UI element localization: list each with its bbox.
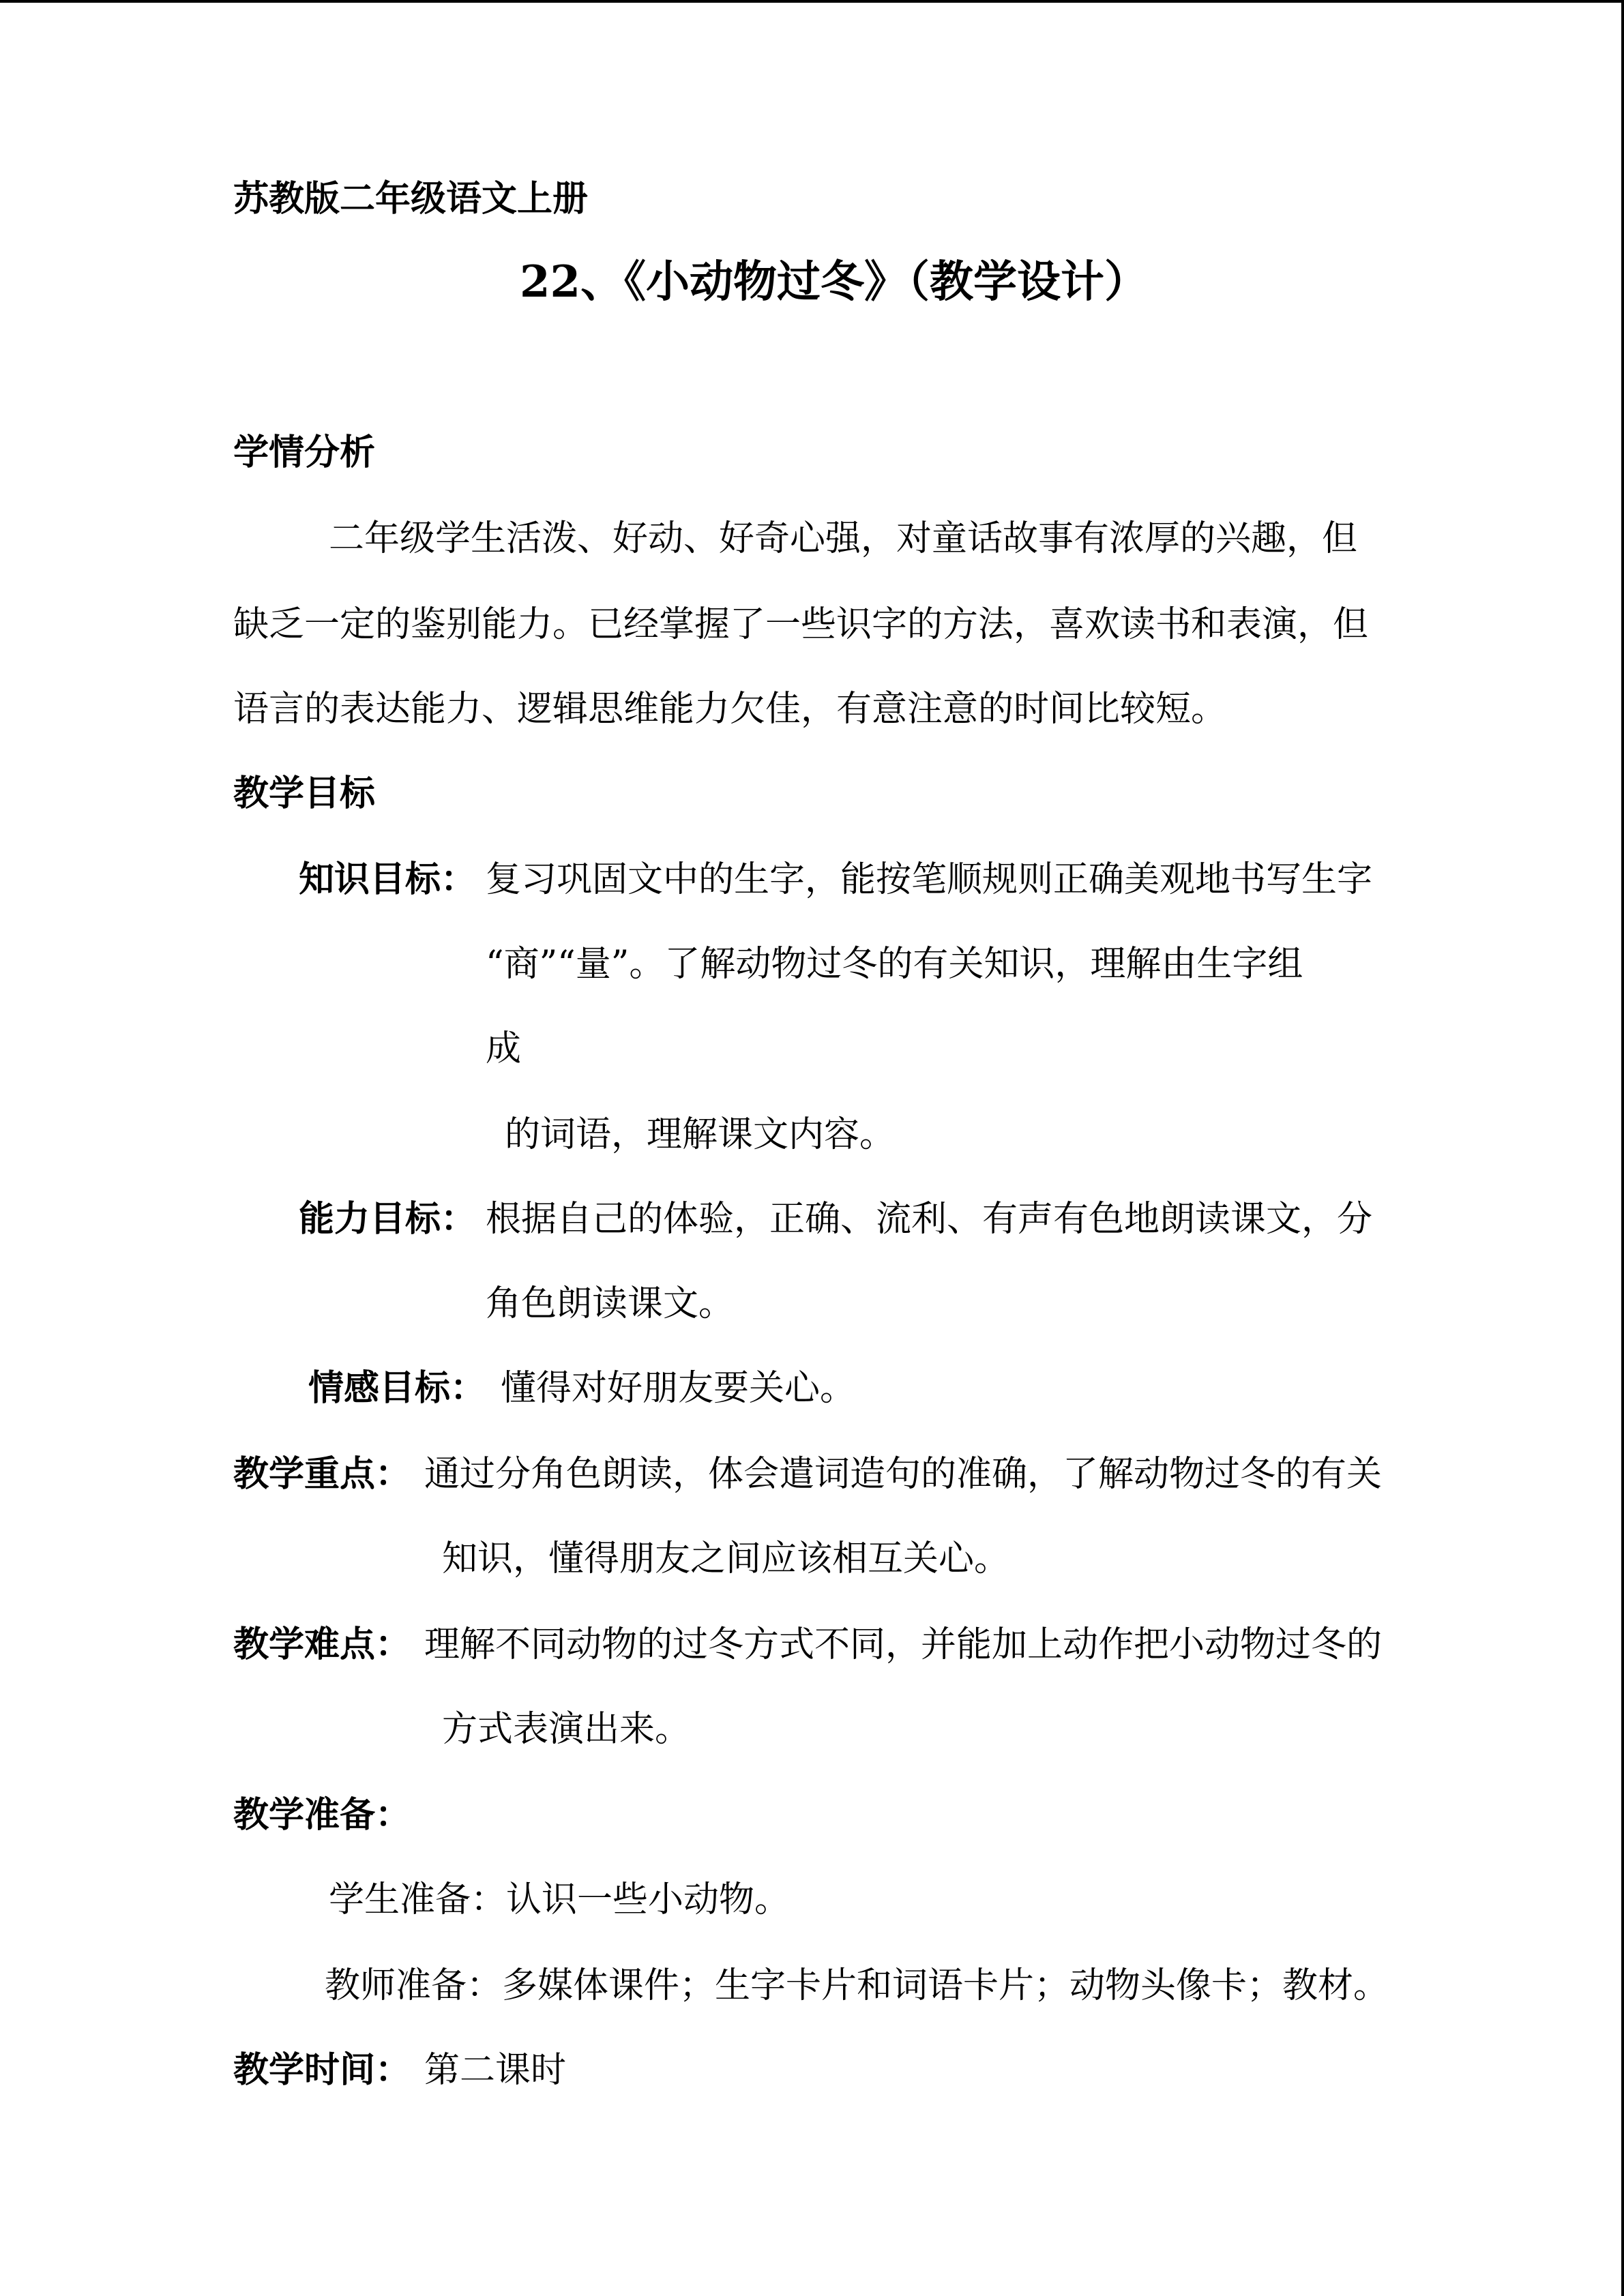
difficulties-line-2: 方式表演出来。 [442,1709,691,1750]
emotion-goal-line-1: 懂得对好朋友要关心。 [501,1368,856,1409]
knowledge-goal-line-1: 复习巩固文中的生字，能按笔顺规则正确美观地书写生字 [486,859,1373,900]
ability-goal-line-1: 根据自己的体验，正确、流利、有声有色地朗读课文，分 [486,1199,1373,1240]
ability-goal-label: 能力目标： [299,1198,477,1240]
knowledge-goal-line-3: 成 [486,1028,522,1069]
analysis-line-2: 缺乏一定的鉴别能力。已经掌握了一些识字的方法，喜欢读书和表演，但 [233,604,1369,645]
preparation-heading: 教学准备： [233,1794,411,1836]
time-value: 第二课时 [424,2050,567,2091]
difficulties-label: 教学难点： [233,1624,411,1665]
analysis-line-3: 语言的表达能力、逻辑思维能力欠佳，有意注意的时间比较短。 [233,689,1227,730]
teacher-preparation: 教师准备：多媒体课件；生字卡片和词语卡片；动物头像卡；教材。 [325,1965,1389,2006]
goals-heading: 教学目标 [233,773,376,814]
key-points-label: 教学重点： [233,1453,411,1495]
page-top-border [0,0,1624,3]
difficulties-line-1: 理解不同动物的过冬方式不同，并能加上动作把小动物过冬的 [424,1624,1383,1665]
page-right-border [1621,0,1624,2296]
knowledge-goal-label: 知识目标： [299,859,477,900]
ability-goal-line-2: 角色朗读课文。 [486,1283,735,1324]
key-points-line-1: 通过分角色朗读，体会遣词造句的准确，了解动物过冬的有关 [424,1454,1383,1495]
time-label: 教学时间： [233,2049,411,2091]
emotion-goal-label: 情感目标： [308,1367,486,1409]
document-title: 22、《小动物过冬》（教学设计） [520,256,1149,308]
knowledge-goal-line-2: “商”“量”。了解动物过冬的有关知识，理解由生字组 [486,944,1303,985]
student-preparation: 学生准备：认识一些小动物。 [329,1879,791,1920]
analysis-line-1: 二年级学生活泼、好动、好奇心强，对童话故事有浓厚的兴趣，但 [329,518,1358,559]
analysis-heading: 学情分析 [233,432,376,473]
publisher-line: 苏教版二年级语文上册 [233,178,589,220]
knowledge-goal-line-4: 的词语，理解课文内容。 [505,1114,896,1155]
key-points-line-2: 知识，懂得朋友之间应该相互关心。 [442,1538,1010,1579]
